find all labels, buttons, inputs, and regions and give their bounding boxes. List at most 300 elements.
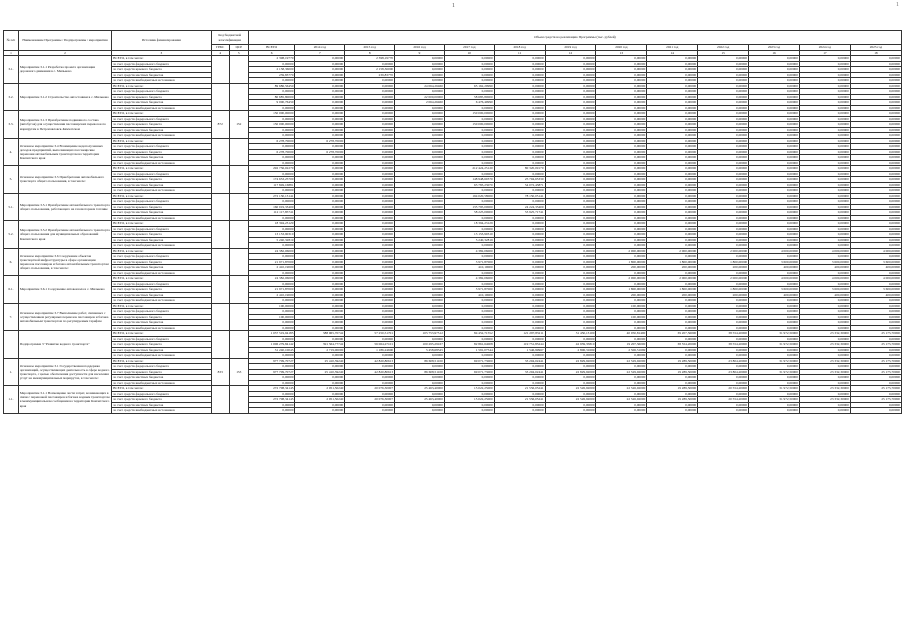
- row-name: Основное мероприятие 3.5 Приобретение автомобильного транспорта общего пользования, в том числе:: [18, 166, 111, 194]
- header-total: ВСЕГО: [248, 45, 295, 51]
- year-value: 31 450,13100: [545, 331, 596, 337]
- year-value: 2 719,00000: [295, 347, 345, 353]
- year-value: 0,00000: [698, 67, 749, 73]
- year-value: 0,00000: [444, 298, 494, 304]
- year-value: 2 398,19770: [345, 56, 395, 62]
- year-value: 0,00000: [545, 292, 596, 298]
- year-value: 0,00000: [395, 160, 445, 166]
- year-value: 0,00000: [799, 232, 850, 238]
- header-colnum: 1: [4, 51, 19, 56]
- year-value: 0,00000: [545, 160, 596, 166]
- year-value: 2 000,00000: [596, 248, 647, 254]
- funding-source: за счет средств краевого бюджета: [112, 67, 212, 73]
- year-value: 0,00000: [444, 144, 494, 150]
- year-value: 0,00000: [444, 67, 494, 73]
- total-value: 100,00000: [248, 314, 295, 320]
- year-value: 0,00000: [647, 353, 698, 359]
- header-colnum: 10: [444, 51, 494, 56]
- year-value: 0,00000: [494, 402, 545, 408]
- year-value: 0,00000: [698, 391, 749, 397]
- year-value: 56 064,27101: [345, 342, 395, 348]
- year-value: 20 076,30007: [345, 386, 395, 392]
- year-value: 0,00000: [850, 298, 901, 304]
- year-value: 2 506,51669: [596, 347, 647, 353]
- year-value: 2 051,50240: [295, 386, 345, 392]
- year-value: 0,00000: [850, 116, 901, 122]
- year-value: 0,00000: [647, 67, 698, 73]
- year-value: 0,00000: [850, 353, 901, 359]
- year-value: 0,00000: [698, 347, 749, 353]
- year-value: 0,00000: [395, 166, 445, 172]
- year-value: 20 554,20000: [698, 386, 749, 392]
- year-value: 0,00000: [345, 243, 395, 249]
- year-value: 0,00000: [295, 292, 345, 298]
- year-value: 0,00000: [698, 138, 749, 144]
- year-value: 0,00000: [295, 94, 345, 100]
- grbs-code: [211, 193, 229, 221]
- year-value: 0,00000: [494, 254, 545, 260]
- year-value: 0,00000: [345, 100, 395, 106]
- year-value: 0,00000: [345, 232, 395, 238]
- year-value: 69 071,73000: [444, 369, 494, 375]
- year-value: 0,00000: [647, 56, 698, 62]
- year-value: 0,00000: [345, 116, 395, 122]
- year-value: 0,00000: [596, 138, 647, 144]
- total-value: 2 158,36000: [248, 67, 295, 73]
- year-value: 57 250,51701: [345, 331, 395, 337]
- year-value: 0,00000: [345, 166, 395, 172]
- year-value: 0,00000: [494, 188, 545, 194]
- year-value: 0,00000: [850, 204, 901, 210]
- funding-source: за счет средств местных бюджетов: [112, 320, 212, 326]
- csr-code: [229, 83, 248, 111]
- year-value: 0,00000: [698, 380, 749, 386]
- year-value: 0,00000: [596, 375, 647, 381]
- year-value: 0,00000: [545, 243, 596, 249]
- header-colnum: 6: [248, 51, 295, 56]
- total-value: 24 382,06000: [248, 276, 295, 282]
- year-value: 0,00000: [596, 188, 647, 194]
- year-value: 0,00000: [295, 298, 345, 304]
- grbs-code: [211, 138, 229, 166]
- row-name: Основное мероприятие 3.4 Возмещение недополученных доходов предприятий, выполняющих пассажирские перевозки автомобильным транспортом на территории Камчатского края: [18, 138, 111, 166]
- year-value: 0,00000: [444, 380, 494, 386]
- year-value: 150 000,00000: [444, 122, 494, 128]
- year-value: 0,00000: [295, 320, 345, 326]
- year-value: 0,00000: [444, 364, 494, 370]
- total-value: 2 410,19000: [248, 292, 295, 298]
- year-value: 0,00000: [647, 320, 698, 326]
- year-value: 0,00000: [395, 105, 445, 111]
- funding-source: за счет средств внебюджетных источников: [112, 380, 212, 386]
- year-value: 0,00000: [395, 204, 445, 210]
- year-value: 0,00000: [698, 166, 749, 172]
- year-value: 0,00000: [395, 138, 445, 144]
- year-value: 0,00000: [295, 188, 345, 194]
- year-value: 0,00000: [395, 254, 445, 260]
- year-value: 0,00000: [850, 188, 901, 194]
- year-value: 0,00000: [395, 292, 445, 298]
- year-value: 0,00000: [395, 56, 445, 62]
- year-value: 0,00000: [395, 72, 445, 78]
- year-value: 0,00000: [799, 375, 850, 381]
- row-index: 5.: [4, 166, 19, 194]
- year-value: 22 829,92000: [545, 358, 596, 364]
- year-value: 0,00000: [545, 144, 596, 150]
- year-value: 0,00000: [295, 105, 345, 111]
- year-value: 0,00000: [749, 314, 800, 320]
- year-value: 0,00000: [395, 199, 445, 205]
- year-value: 0,00000: [596, 380, 647, 386]
- year-value: 0,00000: [749, 138, 800, 144]
- funding-source: за счет средств федерального бюджета: [112, 116, 212, 122]
- header-year: 2018 год: [494, 45, 545, 51]
- year-value: 0,00000: [698, 309, 749, 315]
- year-value: 0,00000: [395, 193, 445, 199]
- year-value: 0,00000: [850, 166, 901, 172]
- year-value: 410,19000: [444, 265, 494, 271]
- year-value: 0,00000: [647, 408, 698, 414]
- total-value: 0,00000: [248, 155, 295, 161]
- row-index: 7.: [4, 303, 19, 331]
- year-value: 0,00000: [850, 347, 901, 353]
- year-value: 0,00000: [345, 237, 395, 243]
- total-value: 0,00000: [248, 199, 295, 205]
- funding-source: ВСЕГО, в том числе:: [112, 248, 212, 254]
- year-value: 0,00000: [647, 111, 698, 117]
- year-value: 0,00000: [799, 193, 850, 199]
- year-value: 0,00000: [647, 149, 698, 155]
- year-value: 0,00000: [799, 61, 850, 67]
- total-value: 0,00000: [248, 89, 295, 95]
- year-value: 0,00000: [395, 243, 445, 249]
- year-value: 0,00000: [698, 171, 749, 177]
- row-index: 6.: [4, 248, 19, 276]
- row-name: Мероприятие 3.1.1 Разработка проекта организации дорожного движения в с. Мильково: [18, 56, 111, 84]
- year-value: 0,00000: [545, 353, 596, 359]
- year-value: 0,00000: [395, 380, 445, 386]
- total-value: 6 278,70000: [248, 138, 295, 144]
- year-value: 0,00000: [799, 127, 850, 133]
- year-value: 0,00000: [850, 72, 901, 78]
- year-value: 0,00000: [295, 127, 345, 133]
- year-value: 0,00000: [345, 210, 395, 216]
- year-value: 0,00000: [395, 281, 445, 287]
- row-name: Подпрограмма 3 "Развитие водного транспорта": [18, 331, 111, 359]
- year-value: 0,00000: [850, 89, 901, 95]
- year-value: 0,00000: [345, 182, 395, 188]
- year-value: 0,00000: [749, 127, 800, 133]
- year-value: 25 463,40000: [395, 386, 445, 392]
- year-value: 0,00000: [545, 78, 596, 84]
- year-value: 0,00000: [345, 160, 395, 166]
- year-value: 0,00000: [395, 89, 445, 95]
- year-value: 0,00000: [345, 105, 395, 111]
- year-value: 0,00000: [345, 177, 395, 183]
- header-year: 2025 год: [850, 45, 901, 51]
- funding-source: за счет средств местных бюджетов: [112, 375, 212, 381]
- year-value: 4 000,00000: [799, 276, 850, 282]
- year-value: 0,00000: [799, 67, 850, 73]
- year-value: 0,00000: [698, 364, 749, 370]
- year-value: 22 529,92000: [596, 358, 647, 364]
- year-value: 0,00000: [596, 193, 647, 199]
- year-value: 0,00000: [345, 226, 395, 232]
- funding-source: за счет средств краевого бюджета: [112, 369, 212, 375]
- year-value: 22 526,92000: [596, 386, 647, 392]
- year-value: 0,00000: [799, 380, 850, 386]
- year-value: 0,00000: [799, 281, 850, 287]
- year-value: 0,00000: [295, 248, 345, 254]
- year-value: 0,00000: [850, 67, 901, 73]
- year-value: 0,00000: [545, 83, 596, 89]
- funding-source: за счет средств федерального бюджета: [112, 281, 212, 287]
- funding-source: за счет средств внебюджетных источников: [112, 325, 212, 331]
- year-value: 0,00000: [545, 166, 596, 172]
- header-year: 2016 год: [395, 45, 445, 51]
- year-value: 200,00000: [596, 292, 647, 298]
- year-value: 0,00000: [494, 105, 545, 111]
- year-value: 0,00000: [395, 336, 445, 342]
- year-value: 0,00000: [395, 122, 445, 128]
- total-value: 100,00000: [248, 303, 295, 309]
- year-value: 0,00000: [295, 166, 345, 172]
- year-value: 0,00000: [647, 138, 698, 144]
- year-value: 0,00000: [596, 166, 647, 172]
- year-value: 0,00000: [596, 67, 647, 73]
- year-value: 0,00000: [749, 199, 800, 205]
- year-value: 0,00000: [395, 188, 445, 194]
- year-value: 0,00000: [799, 237, 850, 243]
- year-value: 0,00000: [647, 254, 698, 260]
- year-value: 2 158,36000: [345, 67, 395, 73]
- year-value: 0,00000: [647, 298, 698, 304]
- funding-source: за счет средств федерального бюджета: [112, 89, 212, 95]
- year-value: 31 972,50000: [749, 386, 800, 392]
- year-value: 0,00000: [395, 298, 445, 304]
- year-value: 0,00000: [295, 111, 345, 117]
- year-value: 0,00000: [850, 138, 901, 144]
- header-source: Источник финансирования: [112, 31, 212, 51]
- year-value: 0,00000: [749, 89, 800, 95]
- year-value: 0,00000: [494, 111, 545, 117]
- year-value: 0,00000: [494, 314, 545, 320]
- year-value: 0,00000: [494, 248, 545, 254]
- year-value: 0,00000: [698, 303, 749, 309]
- year-value: 0,00000: [799, 364, 850, 370]
- year-value: 0,00000: [749, 232, 800, 238]
- year-value: 0,00000: [749, 347, 800, 353]
- year-value: 0,00000: [494, 375, 545, 381]
- year-value: 0,00000: [494, 226, 545, 232]
- year-value: 400,00000: [850, 265, 901, 271]
- year-value: 0,00000: [545, 298, 596, 304]
- year-value: 0,00000: [494, 232, 545, 238]
- total-value: 6 278,70000: [248, 149, 295, 155]
- header-colnum: 16: [749, 51, 800, 56]
- year-value: 0,00000: [596, 210, 647, 216]
- year-value: 0,00000: [545, 375, 596, 381]
- year-value: 69 071,73000: [444, 358, 494, 364]
- header-colnum: 4: [211, 51, 229, 56]
- year-value: 0,00000: [698, 320, 749, 326]
- year-value: 0,00000: [494, 144, 545, 150]
- year-value: 0,00000: [345, 254, 395, 260]
- funding-source: за счет средств краевого бюджета: [112, 122, 212, 128]
- year-value: 40 050,81490: [596, 331, 647, 337]
- year-value: 0,00000: [494, 133, 545, 139]
- year-value: 0,00000: [545, 111, 596, 117]
- year-value: 0,00000: [850, 232, 901, 238]
- year-value: 0,00000: [545, 155, 596, 161]
- year-value: 0,00000: [295, 72, 345, 78]
- year-value: 0,00000: [545, 122, 596, 128]
- year-value: 0,00000: [647, 122, 698, 128]
- year-value: 0,00000: [799, 160, 850, 166]
- total-value: 272 708,34145: [248, 397, 295, 403]
- year-value: 0,00000: [295, 226, 345, 232]
- year-value: 0,00000: [647, 61, 698, 67]
- year-value: 0,00000: [545, 391, 596, 397]
- year-value: 200,00000: [647, 265, 698, 271]
- year-value: 63 783,23070: [444, 182, 494, 188]
- year-value: 3 971,87000: [444, 287, 494, 293]
- year-value: 42 820,80613: [345, 369, 395, 375]
- year-value: 0,00000: [345, 353, 395, 359]
- total-value: 21 971,87000: [248, 259, 295, 265]
- year-value: 0,00000: [494, 276, 545, 282]
- year-value: 0,00000: [295, 204, 345, 210]
- year-value: 0,00000: [295, 254, 345, 260]
- year-value: 0,00000: [647, 281, 698, 287]
- year-value: 0,00000: [799, 210, 850, 216]
- year-value: 0,00000: [444, 155, 494, 161]
- year-value: 0,00000: [295, 259, 345, 265]
- year-value: 0,00000: [345, 122, 395, 128]
- year-value: 0,00000: [596, 155, 647, 161]
- year-value: 0,00000: [545, 204, 596, 210]
- year-value: 239,83770: [345, 72, 395, 78]
- year-value: 0,00000: [799, 309, 850, 315]
- year-value: 25 175,70000: [850, 386, 901, 392]
- year-value: 0,00000: [545, 325, 596, 331]
- year-value: 194 020,58000: [444, 193, 494, 199]
- year-value: 23 332,30000: [799, 386, 850, 392]
- year-value: 0,00000: [749, 111, 800, 117]
- year-value: 0,00000: [850, 78, 901, 84]
- year-value: 0,00000: [395, 309, 445, 315]
- year-value: 0,00000: [494, 309, 545, 315]
- year-value: 0,00000: [749, 336, 800, 342]
- year-value: 0,00000: [749, 254, 800, 260]
- year-value: 0,00000: [295, 122, 345, 128]
- year-value: 22 526,92000: [545, 386, 596, 392]
- header-colnum: 2: [18, 51, 111, 56]
- funding-source: ВСЕГО, в том числе:: [112, 276, 212, 282]
- year-value: 0,00000: [545, 72, 596, 78]
- grbs-code: [211, 303, 229, 331]
- year-value: 0,00000: [850, 375, 901, 381]
- year-value: 24 064,26460: [395, 83, 445, 89]
- year-value: 0,00000: [345, 336, 395, 342]
- year-value: 0,00000: [395, 276, 445, 282]
- year-value: 0,00000: [295, 281, 345, 287]
- year-value: 0,00000: [799, 320, 850, 326]
- year-value: 0,00000: [698, 149, 749, 155]
- year-value: 33 204,02441: [494, 369, 545, 375]
- year-value: 0,00000: [647, 199, 698, 205]
- year-value: 0,00000: [545, 199, 596, 205]
- year-value: 0,00000: [295, 265, 345, 271]
- year-value: 200,00000: [698, 265, 749, 271]
- funding-source: за счет средств внебюджетных источников: [112, 243, 212, 249]
- funding-source: за счет средств краевого бюджета: [112, 314, 212, 320]
- year-value: 0,00000: [799, 254, 850, 260]
- year-value: 0,00000: [647, 380, 698, 386]
- year-value: 2 051,50240: [295, 397, 345, 403]
- year-value: 0,00000: [850, 336, 901, 342]
- total-value: 0,00000: [248, 298, 295, 304]
- year-value: 0,00000: [596, 254, 647, 260]
- year-value: 0,00000: [596, 320, 647, 326]
- year-value: 0,00000: [850, 314, 901, 320]
- year-value: 0,00000: [596, 89, 647, 95]
- year-value: 1 546,99967: [494, 347, 545, 353]
- year-value: 0,00000: [395, 171, 445, 177]
- year-value: 100,00000: [596, 303, 647, 309]
- year-value: 42 939,35810: [545, 342, 596, 348]
- year-value: 25 410,39240: [295, 358, 345, 364]
- year-value: 0,00000: [647, 155, 698, 161]
- year-value: 0,00000: [345, 265, 395, 271]
- year-value: 1 800,00000: [698, 259, 749, 265]
- year-value: 0,00000: [295, 160, 345, 166]
- year-value: 19 207,56000: [596, 342, 647, 348]
- year-value: 0,00000: [698, 193, 749, 199]
- year-value: 0,00000: [850, 111, 901, 117]
- year-value: 400,00000: [749, 292, 800, 298]
- total-value: 80 685,80000: [248, 94, 295, 100]
- year-value: 0,00000: [850, 122, 901, 128]
- year-value: 21 556,05241: [494, 397, 545, 403]
- funding-source: за счет средств федерального бюджета: [112, 336, 212, 342]
- year-value: 0,00000: [345, 320, 395, 326]
- year-value: 0,00000: [799, 149, 850, 155]
- year-value: 0,00000: [395, 303, 445, 309]
- total-value: 0,00000: [248, 254, 295, 260]
- year-value: 0,00000: [444, 105, 494, 111]
- year-value: 0,00000: [749, 94, 800, 100]
- year-value: 3 600,00000: [850, 259, 901, 265]
- year-value: 0,00000: [596, 221, 647, 227]
- year-value: 0,00000: [647, 204, 698, 210]
- year-value: 0,00000: [799, 303, 850, 309]
- year-value: 0,00000: [545, 210, 596, 216]
- year-value: 58 685,80000: [444, 94, 494, 100]
- csr-code: [229, 331, 248, 359]
- year-value: 0,00000: [494, 364, 545, 370]
- year-value: 0,00000: [494, 270, 545, 276]
- year-value: 6 278,70000: [295, 138, 345, 144]
- year-value: 0,00000: [444, 303, 494, 309]
- year-value: 65 162,29990: [444, 83, 494, 89]
- total-value: 0,00000: [248, 336, 295, 342]
- year-value: 0,00000: [799, 408, 850, 414]
- csr-code: 152: [229, 111, 248, 139]
- year-value: 0,00000: [749, 56, 800, 62]
- year-value: 0,00000: [850, 193, 901, 199]
- year-value: 31 972,50000: [749, 331, 800, 337]
